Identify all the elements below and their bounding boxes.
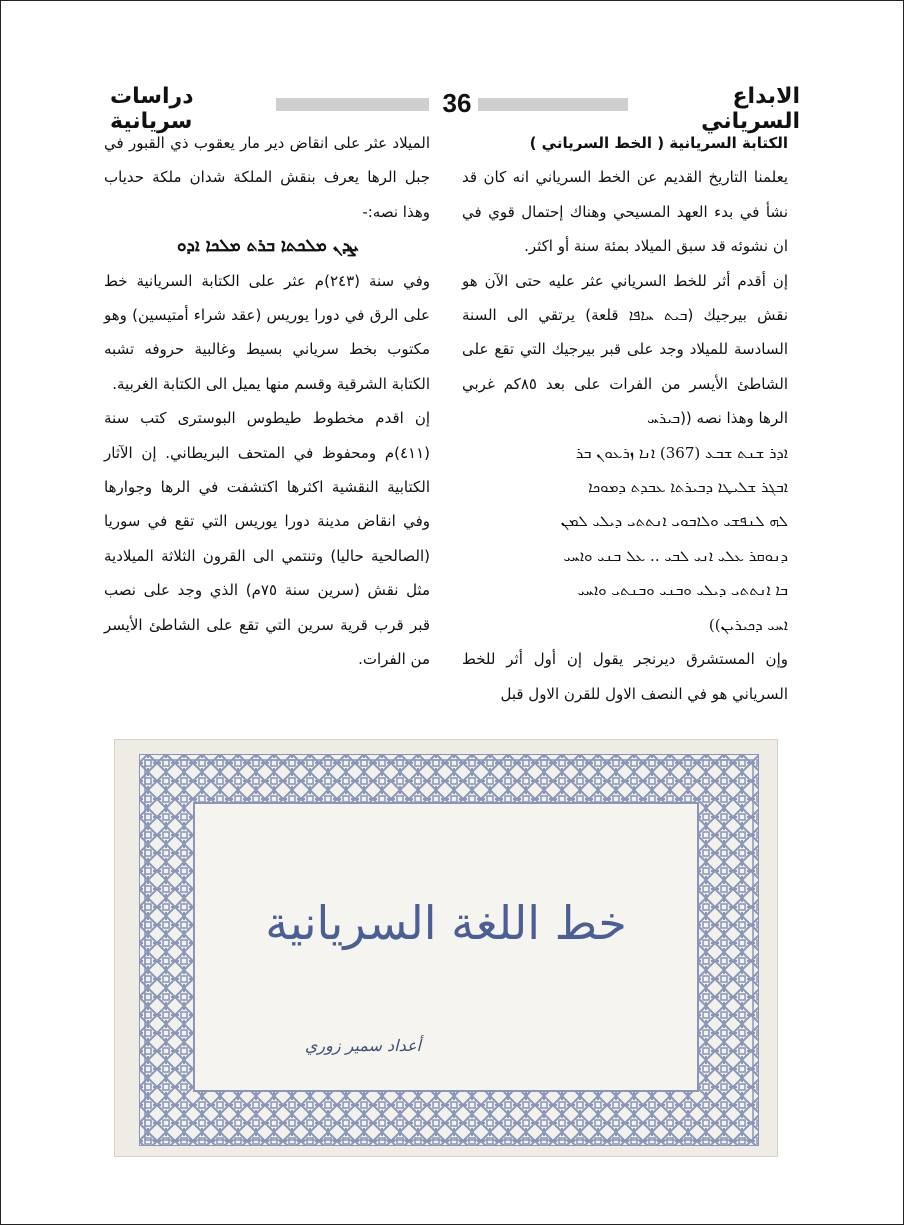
section-title: الكتابة السريانية ( الخط السرياني )	[529, 134, 788, 152]
paragraph: وإن المستشرق ديرنجر يقول إن أول أثر للخط السرياني هو في النصف الاول للقرن الاول قبل	[462, 650, 788, 703]
paragraph: الميلاد عثر على انقاض دير مار يعقوب ذي القبور في جبل الرها يعرف بنقش الملكة شدان ملكة حدياب وهذا نصه:-	[104, 134, 430, 221]
cover-title: خط اللغة السريانية	[265, 896, 627, 950]
syriac-text-line: ܠܗ ܠܢܦܫܝ ܘܠܐܒܘܝ ܐܢܬܬܝ ܕܝܠܝ ܠܡܢ	[560, 512, 788, 531]
paragraph: إن أقدم أثر للخط السرياني عثر عليه حتى الآن هو نقش بيرجيك (ܒܝܬ ܚܐܦܐ قلعة) يرتقي الى السنة السادسة للميلاد وجد على قبر بيرجيك التي تقع على الشاطئ الأيسر من الفرات على بعد ٨٥كم غربي الرها وهذا نصه ((ܒܝܪܚ	[462, 271, 788, 428]
header-left-title: دراسات سريانية	[104, 84, 276, 134]
page-header	[0, 84, 904, 134]
syriac-text-line: ܐܚܝ ܕܟܝܪܝܢ))	[708, 615, 788, 634]
book-cover-image	[114, 739, 778, 1157]
cover-author: أعداد سمير زوري	[304, 1036, 421, 1055]
page-number: 36	[442, 88, 472, 118]
cover-title-panel	[193, 802, 699, 1092]
paragraph: وفي سنة (٢٤٣)م عثر على الكتابة السريانية خط على الرق في دورا يوريس (عقد شراء أمتيسين) وهو مكتوب بخط سرياني بسيط وغالبية حروفه تشبه الكتابة الشرقية وقسم منها يميل الى الكتابة الغربية.	[104, 271, 430, 393]
right-column	[462, 126, 788, 711]
paragraph: يعلمنا التاريخ القديم عن الخط السرياني انه كان قد نشأ في بدء العهد المسيحي وهناك إحتمال قوي في ان نشوئه قد سبق الميلاد بمئة سنة أو اكثر.	[462, 168, 788, 256]
left-column	[104, 126, 430, 677]
syriac-inscription: ܨܕܢ ܡܠܟܬܐ ܒܪܬ ܡܠܟܐ ܐܕܘ	[177, 236, 357, 257]
syriac-text-line: ܐܕܪ ܫܢܬ ܫܒܥ (367) ܐܢܐ ܙܪܥܘܢ ܒܪ	[575, 443, 788, 462]
syriac-text-line: ܒܐ ܐܢܬܬܝ ܕܝܠܝ ܘܒܢܝ ܘܒܢܬܝ ܘܐܚܝ	[577, 581, 788, 600]
paragraph: إن اقدم مخطوط طيطوس البوسترى كتب سنة (٤١١)م ومحفوظ في المتحف البريطاني. إن الآثار الكتابية النقشية اكثرها اكتشفت في الرها وجوارها وفي انقاض مدينة دورا يوريس التي تقع في سوريا (الصالحية حاليا) وتنتمي الى القرون الثلاثة الميلادية مثل نقش (سرين سنة ٧٥م) الذي وجد على نصب قبر قرب قرية سرين التي تقع على الشاطئ الأيسر من الفرات.	[104, 409, 430, 669]
syriac-text-line: ܕܢܘܩܪ ܥܠܝ ܐܢܝ ܠܒܝ .. ܥܠ ܒܢܝ ܘܐܚܝ	[563, 546, 788, 565]
header-right-title: الابداع السرياني	[628, 84, 804, 134]
syriac-text-line: ܐܒܓܪ ܫܠܝܛܐ ܕܒܝܪܬܐ ܥܒܕܬ ܕܡܘܟܐ	[588, 478, 788, 497]
